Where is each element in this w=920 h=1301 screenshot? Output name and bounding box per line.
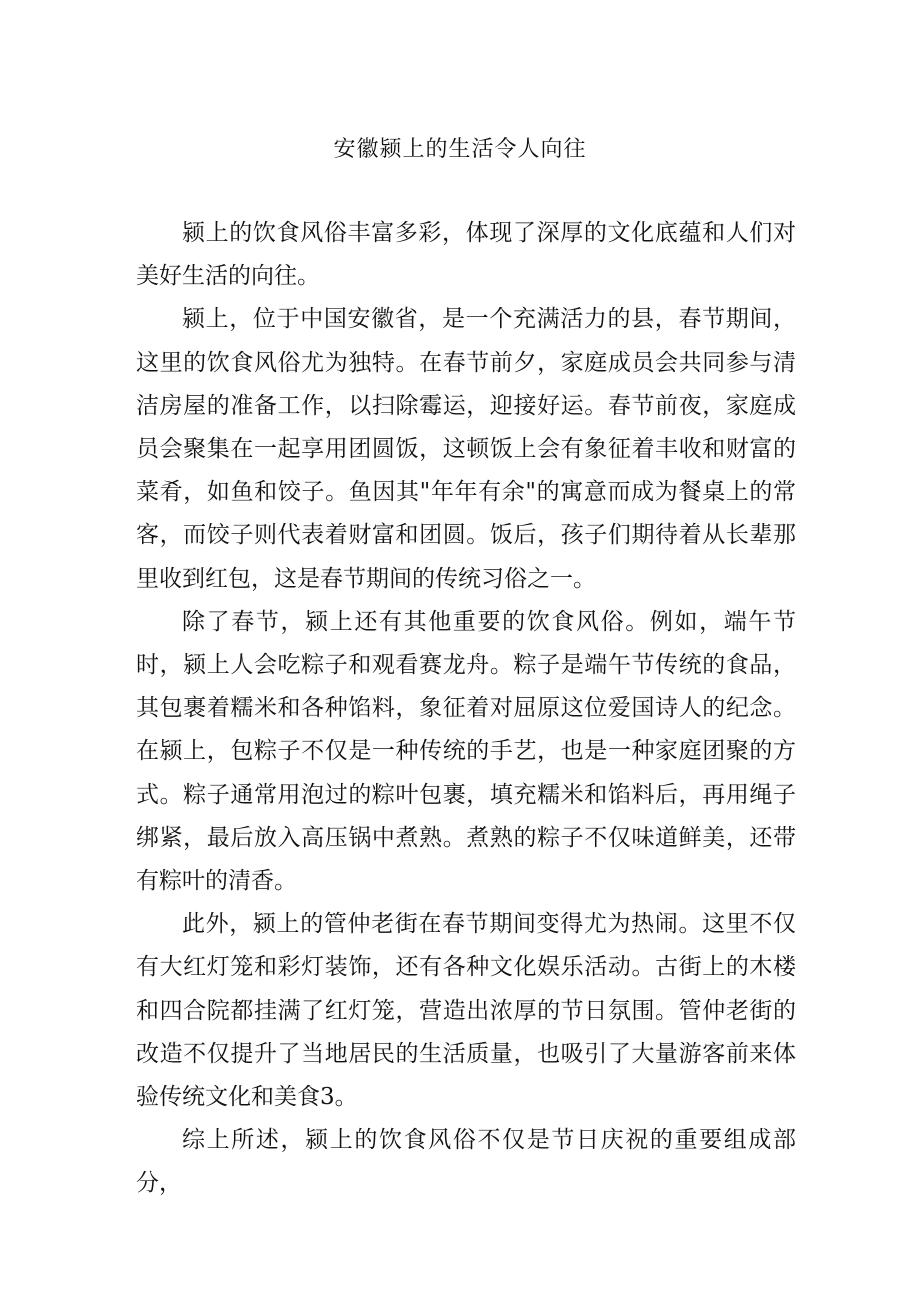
- paragraph-1: 颍上的饮食风俗丰富多彩，体现了深厚的文化底蕴和人们对美好生活的向往。: [136, 220, 796, 290]
- paragraph-4: 此外，颍上的管仲老街在春节期间变得尤为热闹。这里不仅有大红灯笼和彩灯装饰，还有各种文化娱乐活动。古街上的木楼和四合院都挂满了红灯笼，营造出浓厚的节日氛围。管仲老街的改造不仅提升了当地居民的生活质量，也吸引了大量游客前来体验传统文化和美食3。: [136, 911, 796, 1111]
- paragraph-2: 颍上，位于中国安徽省，是一个充满活力的县，春节期间，这里的饮食风俗尤为独特。在春节前夕，家庭成员会共同参与清洁房屋的准备工作，以扫除霉运，迎接好运。春节前夜，家庭成员会聚集在一起享用团圆饭，这顿饭上会有象征着丰收和财富的菜肴，如鱼和饺子。鱼因其"年年有余"的寓意而成为餐桌上的常客，而饺子则代表着财富和团圆。饭后，孩子们期待着从长辈那里收到红包，这是春节期间的传统习俗之一。: [136, 306, 796, 592]
- paragraph-5: 综上所述，颍上的饮食风俗不仅是节日庆祝的重要组成部分，: [136, 1127, 796, 1197]
- document-body: [136, 212, 796, 1206]
- document-title: 安徽颍上的生活令人向往: [333, 137, 587, 162]
- paragraph-3: 除了春节，颍上还有其他重要的饮食风俗。例如，端午节时，颍上人会吃粽子和观看赛龙舟。粽子是端午节传统的食品，其包裹着糯米和各种馅料，象征着对屈原这位爱国诗人的纪念。在颍上，包粽子不仅是一种传统的手艺，也是一种家庭团聚的方式。粽子通常用泡过的粽叶包裹，填充糯米和馅料后，再用绳子绑紧，最后放入高压锅中煮熟。煮熟的粽子不仅味道鲜美，还带有粽叶的清香。: [136, 608, 796, 895]
